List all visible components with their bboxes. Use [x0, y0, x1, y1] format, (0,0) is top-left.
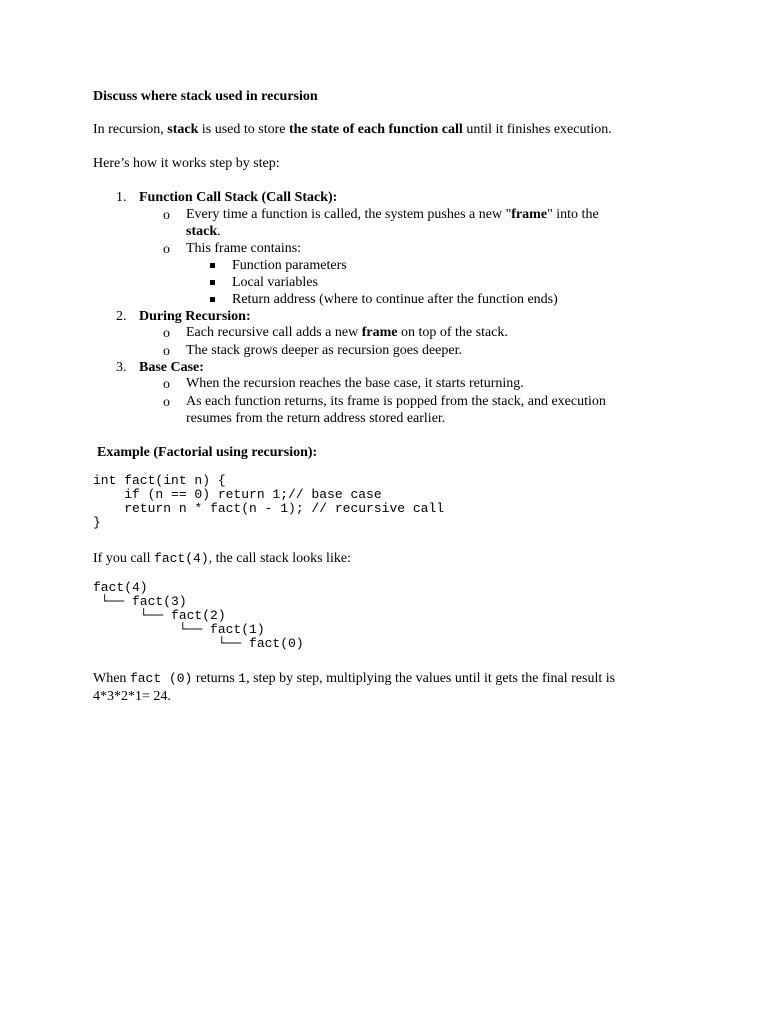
bullet-text: The stack grows deeper as recursion goes deeper.: [186, 343, 463, 358]
intro-bold-state: the state of each function call: [289, 122, 463, 137]
bold-frame: frame: [361, 325, 398, 340]
text: If you call: [93, 551, 155, 566]
bullet-text: [186, 206, 599, 223]
bullet-text: When the recursion reaches the base case, it starts returning.: [186, 376, 524, 391]
list-number: 1.: [116, 190, 127, 205]
example-heading: Example (Factorial using recursion):: [97, 445, 318, 460]
bold-frame: frame: [511, 207, 548, 222]
bullet-text: As each function returns, its frame is popped from the stack, and execution: [186, 394, 606, 409]
call-tree-line: fact(4): [93, 580, 148, 595]
bullet-marker: o: [163, 344, 170, 359]
bold-stack: stack: [186, 224, 218, 239]
bullet-marker: o: [163, 377, 170, 392]
intro-paragraph: [93, 121, 612, 138]
text: returns: [192, 671, 239, 686]
square-bullet-icon: [210, 297, 215, 302]
final-paragraph: [93, 670, 615, 687]
bullet-text: [186, 324, 508, 341]
sub-bullet-text: Local variables: [232, 275, 318, 290]
text: " into the: [547, 207, 599, 222]
intro-text: until it finishes execution.: [462, 122, 612, 137]
bullet-marker: o: [163, 326, 170, 341]
text: on top of the stack.: [397, 325, 508, 340]
inline-code: fact(4): [154, 551, 209, 566]
step-title: Function Call Stack (Call Stack):: [139, 190, 338, 205]
call-stack-intro: [93, 550, 351, 567]
square-bullet-icon: [210, 280, 215, 285]
text: When: [93, 671, 130, 686]
list-number: 2.: [116, 309, 127, 324]
sub-bullet-text: Function parameters: [232, 258, 347, 273]
code-line: }: [93, 515, 101, 530]
text: , step by step, multiplying the values until it gets the final result is: [246, 671, 616, 686]
square-bullet-icon: [210, 263, 215, 268]
text: .: [217, 224, 221, 239]
step-title: Base Case:: [139, 360, 204, 375]
bullet-marker: o: [163, 395, 170, 410]
call-tree-line: └── fact(1): [93, 622, 265, 637]
inline-code: fact (0): [129, 671, 193, 686]
list-number: 3.: [116, 360, 127, 375]
bullet-text-continued: resumes from the return address stored earlier.: [186, 411, 446, 426]
bullet-marker: o: [163, 208, 170, 223]
code-line: if (n == 0) return 1;// base case: [93, 487, 382, 502]
final-result: 4*3*2*1= 24.: [93, 689, 171, 704]
sub-bullet-text: Return address (where to continue after the function ends): [232, 292, 558, 307]
bullet-text-continued: [186, 223, 221, 240]
call-tree-line: └── fact(2): [93, 608, 226, 623]
intro-text: is used to store: [198, 122, 289, 137]
document-heading: Discuss where stack used in recursion: [93, 89, 318, 104]
intro-text: In recursion,: [93, 122, 168, 137]
bullet-marker: o: [163, 242, 170, 257]
code-line: int fact(int n) {: [93, 473, 226, 488]
inline-code: 1: [238, 671, 247, 686]
text: , the call stack looks like:: [208, 551, 351, 566]
code-line: return n * fact(n - 1); // recursive call: [93, 501, 445, 516]
bullet-text: This frame contains:: [186, 241, 302, 256]
intro-bold-stack: stack: [167, 122, 199, 137]
steps-intro: Here’s how it works step by step:: [93, 156, 280, 171]
call-tree-line: └── fact(0): [93, 636, 304, 651]
text: Every time a function is called, the system pushes a new ": [186, 207, 512, 222]
step-title: During Recursion:: [139, 309, 251, 324]
text: Each recursive call adds a new: [186, 325, 362, 340]
call-tree-line: └── fact(3): [93, 594, 187, 609]
